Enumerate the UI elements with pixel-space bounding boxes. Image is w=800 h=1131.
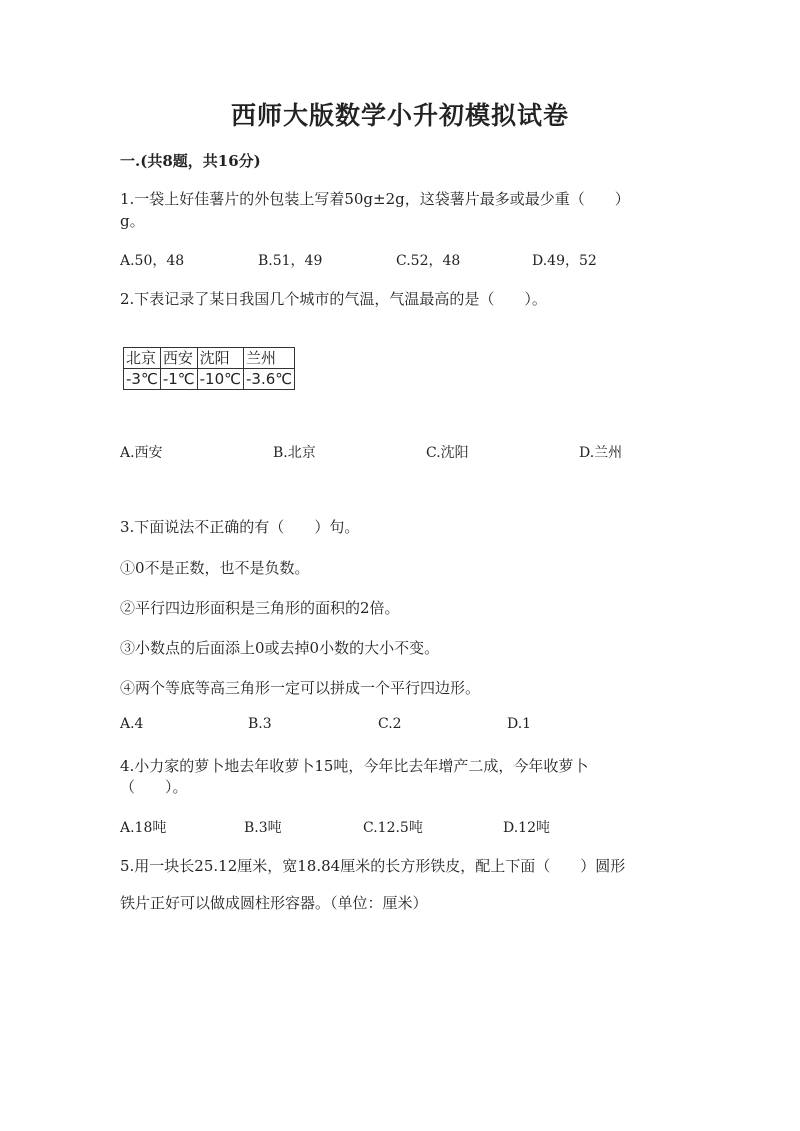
- question-1-option-c: C.52，48: [396, 253, 461, 269]
- question-2-option-a: A.西安: [120, 445, 163, 461]
- question-1-option-a: A.50，48: [120, 253, 185, 269]
- question-2-option-b: B.北京: [273, 445, 316, 461]
- table-row: [124, 348, 295, 369]
- question-3-option-d: D.1: [507, 716, 532, 732]
- table-header-cell: 兰州: [243, 348, 294, 369]
- question-1-text: 1.一袋上好佳薯片的外包装上写着50g±2g，这袋薯片最多或最少重（ ）: [120, 190, 630, 208]
- table-header-cell: 西安: [160, 348, 197, 369]
- question-5-text: 5.用一块长25.12厘米，宽18.84厘米的长方形铁皮，配上下面（ ）圆形: [120, 857, 626, 875]
- table-header-cell: 沈阳: [197, 348, 243, 369]
- table-header-cell: 北京: [124, 348, 161, 369]
- table-cell: -1℃: [160, 369, 197, 390]
- question-3-option-c: C.2: [378, 716, 402, 732]
- question-1-option-b: B.51，49: [258, 253, 323, 269]
- question-3-statement-4: ④两个等底等高三角形一定可以拼成一个平行四边形。: [120, 679, 481, 697]
- table-cell: -3℃: [124, 369, 161, 390]
- section-header: 一.(共8题，共16分): [120, 152, 261, 170]
- question-5-text-cont: 铁片正好可以做成圆柱形容器。（单位：厘米）: [120, 894, 428, 912]
- question-2-text: 2.下表记录了某日我国几个城市的气温，气温最高的是（ ）。: [120, 290, 547, 308]
- question-3-statement-1: ①0不是正数，也不是负数。: [120, 559, 310, 577]
- question-1-option-d: D.49，52: [532, 253, 597, 269]
- question-3-option-b: B.3: [248, 716, 272, 732]
- question-2-option-c: C.沈阳: [426, 445, 469, 461]
- table-cell: -10℃: [197, 369, 243, 390]
- page-title: 西师大版数学小升初模拟试卷: [230, 101, 569, 130]
- question-4-text-cont: （ ）。: [120, 778, 188, 796]
- question-2-option-d: D.兰州: [579, 445, 623, 461]
- question-4-option-c: C.12.5吨: [363, 820, 423, 836]
- table-cell: -3.6℃: [243, 369, 294, 390]
- question-4-option-a: A.18吨: [120, 820, 167, 836]
- question-3-option-a: A.4: [120, 716, 144, 732]
- question-3-statement-2: ②平行四边形面积是三角形的面积的2倍。: [120, 599, 400, 617]
- question-1-text-cont: g。: [120, 212, 145, 230]
- question-4-text: 4.小力家的萝卜地去年收萝卜15吨，今年比去年增产二成，今年收萝卜: [120, 757, 589, 775]
- question-3-statement-3: ③小数点的后面添上0或去掉0小数的大小不变。: [120, 639, 440, 657]
- question-3-text: 3.下面说法不正确的有（ ）句。: [120, 518, 360, 536]
- temperature-table: [123, 347, 295, 390]
- question-4-option-d: D.12吨: [503, 820, 550, 836]
- table-row: [124, 369, 295, 390]
- question-4-option-b: B.3吨: [244, 820, 282, 836]
